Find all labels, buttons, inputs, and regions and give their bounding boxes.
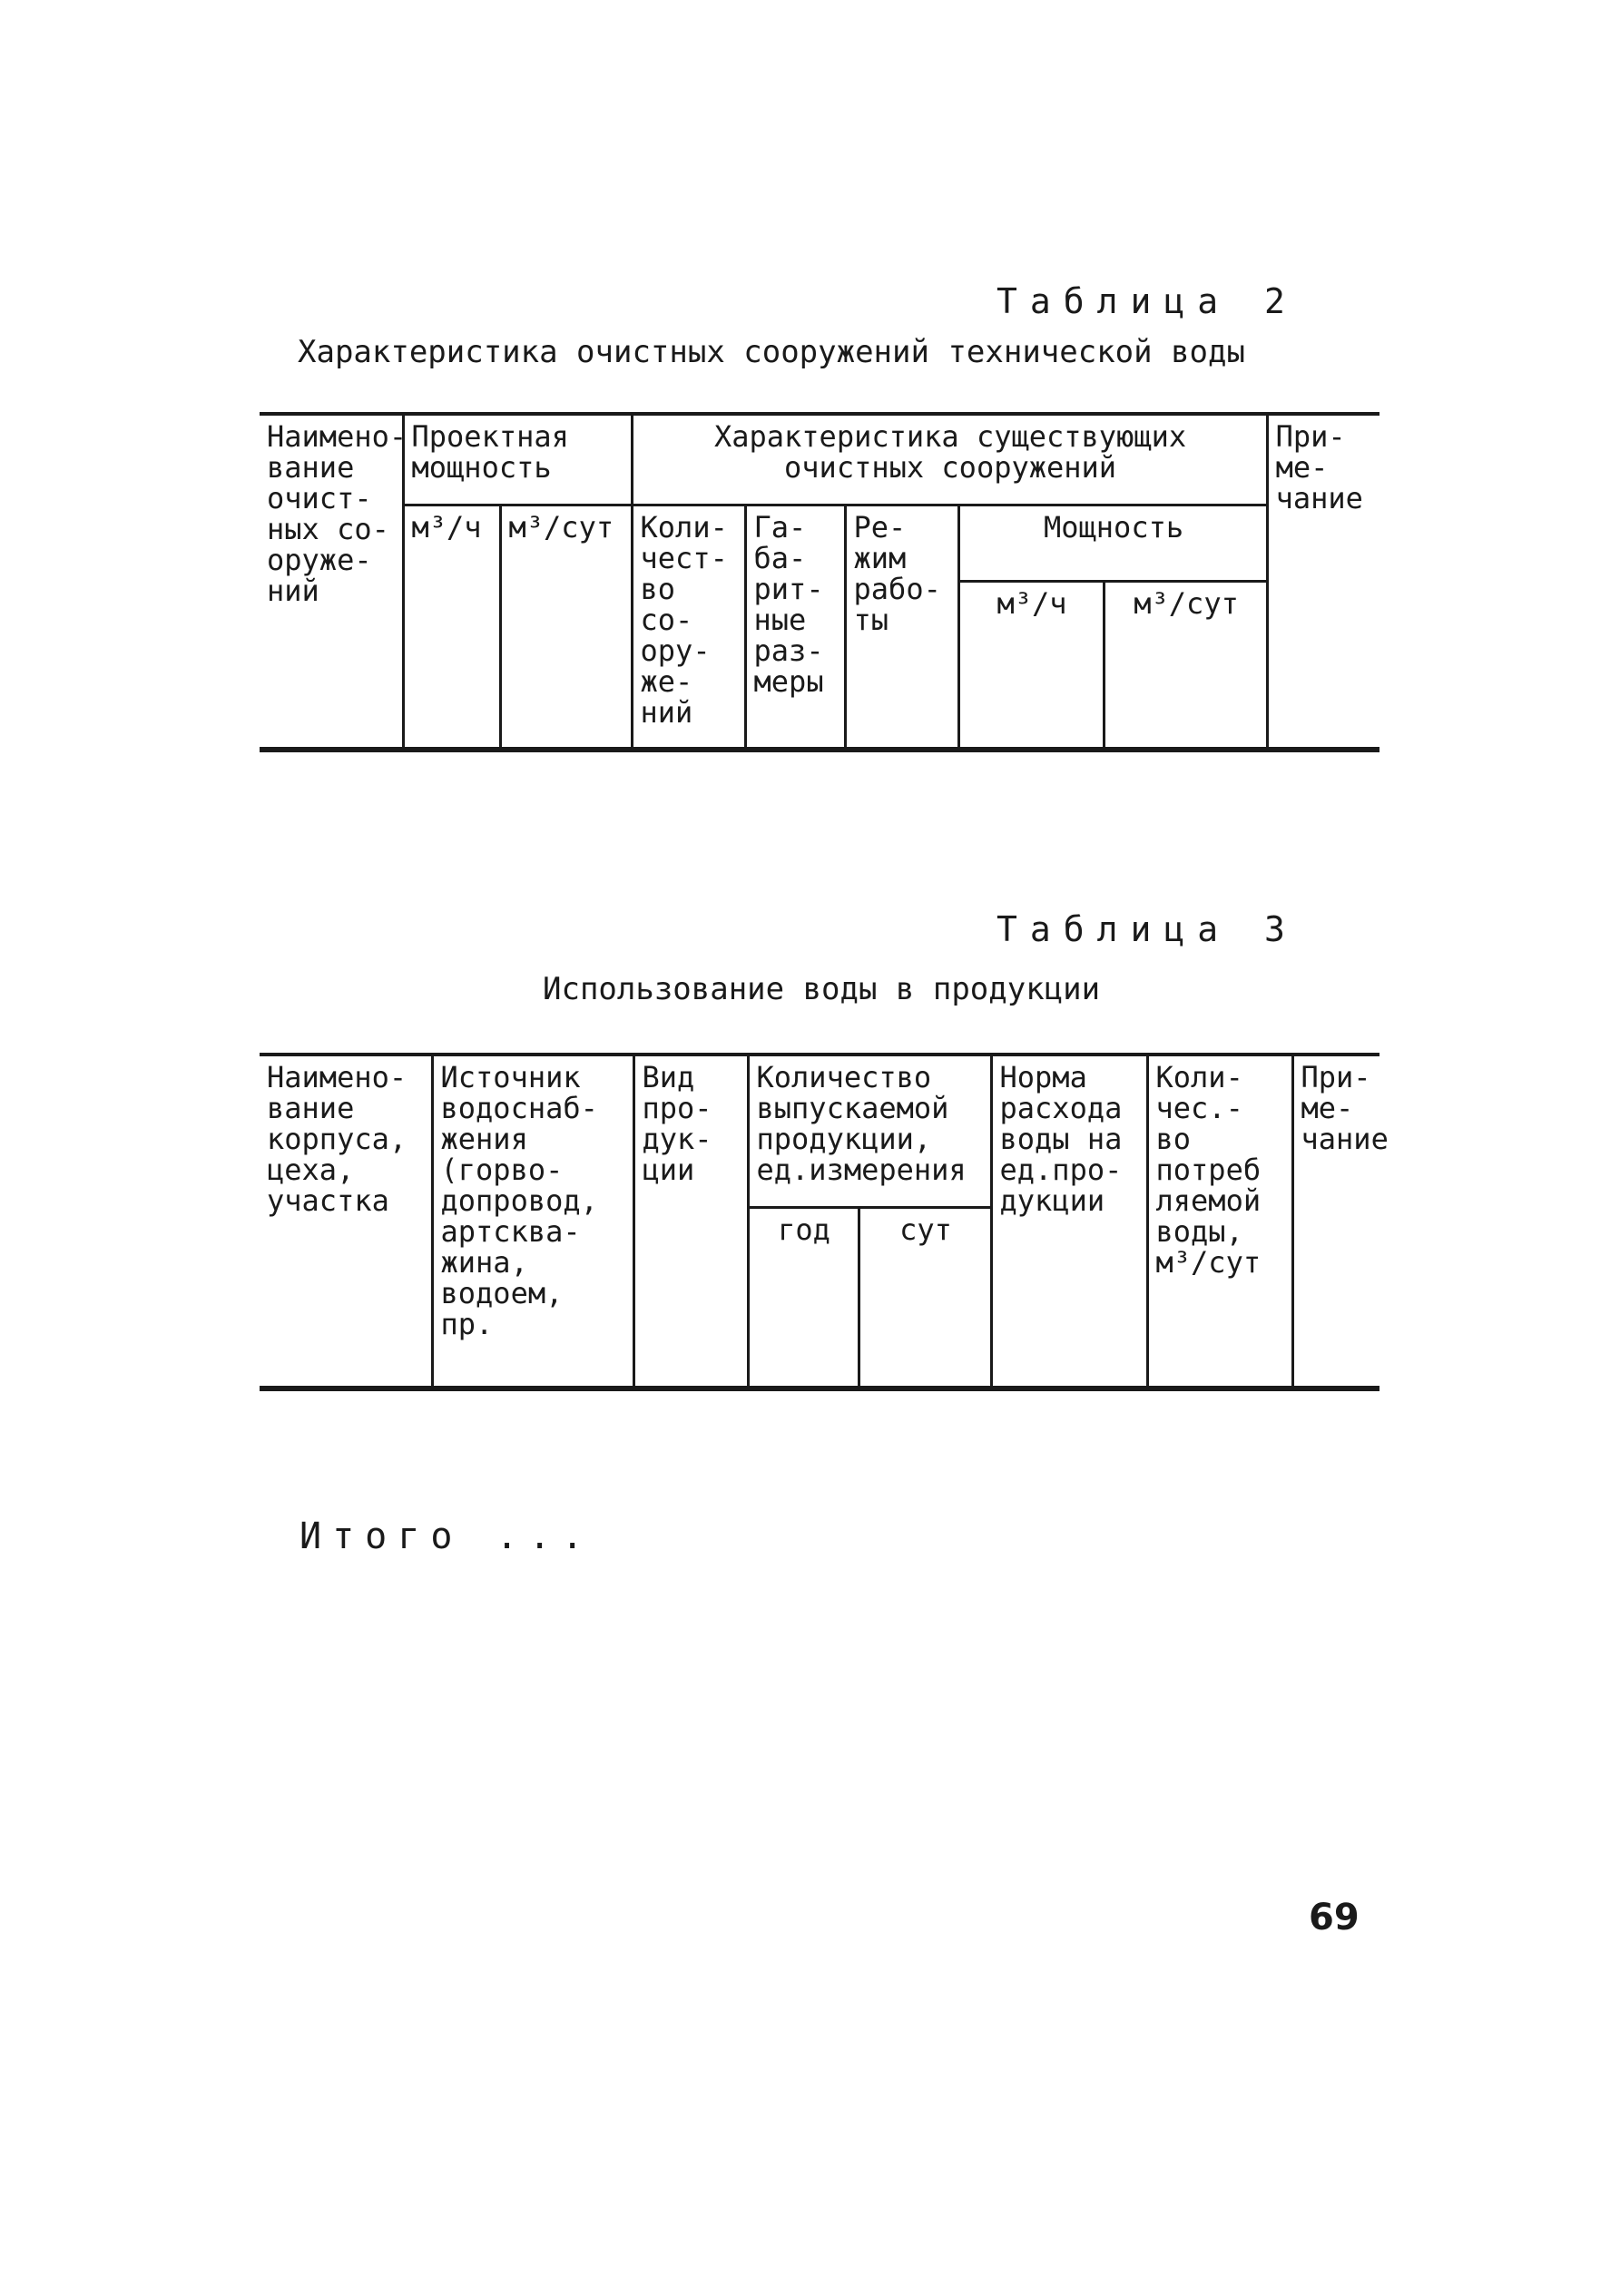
total-label: Итого ... [299,1516,594,1557]
page-number: 69 [1309,1897,1360,1938]
table2-title: Характеристика очистных сооружений технической воды [298,334,1245,370]
t3-header-day: сут [859,1207,991,1388]
t2-header-design-capacity: Проектная мощность [403,414,632,505]
table2 [260,412,1379,752]
table3-title: Использование воды в продукции [543,971,1101,1007]
t2-header-cap-m3h: м³/ч [958,581,1104,750]
t2-header-design-m3day: м³/сут [500,505,632,750]
t2-header-dimensions: Га- ба- рит- ные раз- меры [745,505,845,750]
t3-header-note: При- ме- чание [1292,1055,1379,1388]
table3 [260,1053,1389,1391]
t2-header-capacity: Мощность [958,505,1267,581]
table2-label: Таблица 2 [997,281,1298,321]
t3-header-source: Источник водоснаб- жения (горво- допровод, артсква- жина, водоем, пр. [432,1055,633,1388]
t3-header-product-type: Вид про- дук- ции [633,1055,748,1388]
t3-header-consumed: Коли- чес.- во потреб ляемой воды, м³/сут [1147,1055,1292,1388]
t2-header-existing: Характеристика существующих очистных сооружений [632,414,1267,505]
t3-header-norm: Норма расхода воды на ед.про- дукции [991,1055,1147,1388]
table3-label: Таблица 3 [997,909,1298,949]
t3-header-name: Наимено- вание корпуса, цеха, участка [260,1055,432,1388]
t3-header-quantity: Количество выпускаемой продукции, ед.измерения [748,1055,991,1207]
t2-header-name: Наимено- вание очист- ных со- оруже- ний [260,414,403,750]
t3-header-year: год [748,1207,859,1388]
t2-header-note: При- ме- чание [1267,414,1379,750]
t2-header-mode: Ре- жим рабо- ты [845,505,958,750]
t2-header-count: Коли- чест- во со- ору- же- ний [632,505,745,750]
t2-header-cap-m3day: м³/сут [1104,581,1267,750]
t2-header-design-m3h: м³/ч [403,505,500,750]
